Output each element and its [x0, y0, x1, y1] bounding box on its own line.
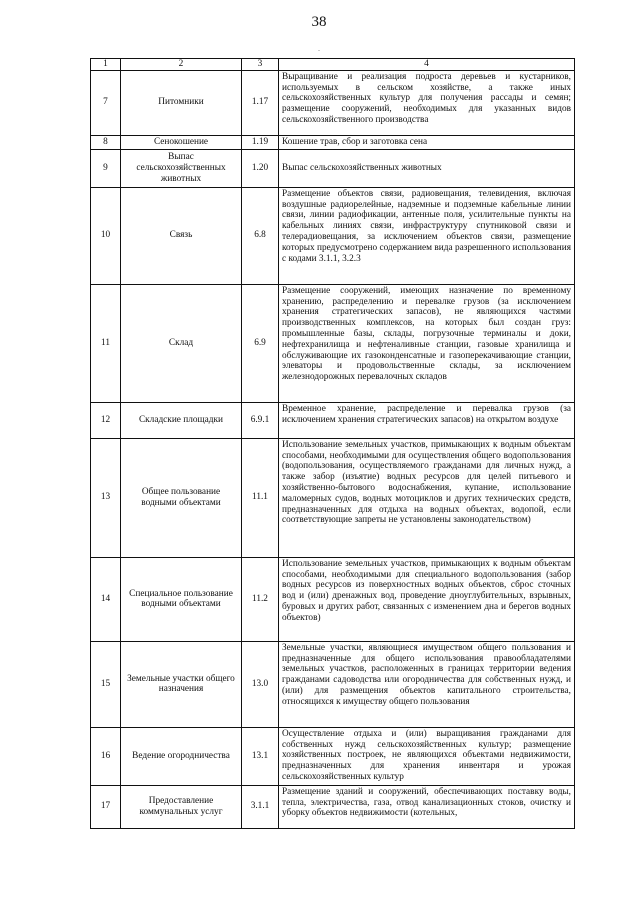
- table-row: [91, 187, 575, 284]
- page-mark: -: [318, 48, 320, 54]
- row-number: 13: [91, 438, 121, 557]
- table-row: [91, 402, 575, 438]
- column-header: 3: [242, 59, 279, 71]
- use-type-code: 6.9.1: [242, 402, 279, 438]
- table-row: [91, 149, 575, 187]
- column-header: 1: [91, 59, 121, 71]
- row-number: 15: [91, 641, 121, 727]
- row-number: 10: [91, 187, 121, 284]
- row-number: 7: [91, 70, 121, 135]
- use-type-name: Земельные участки общего назначения: [121, 641, 242, 727]
- table-row: [91, 727, 575, 785]
- use-type-description: Выращивание и реализация подроста деревьев и кустарников, используемых в сельском хозяйстве, а также иных сельскохозяйственных культур для получения рассады и семян; размещение сооружений, необходимых для указанных видов сельскохозяйственного производства: [279, 70, 575, 135]
- row-number: 9: [91, 149, 121, 187]
- use-type-code: 13.0: [242, 641, 279, 727]
- use-type-description: Кошение трав, сбор и заготовка сена: [279, 135, 575, 149]
- table-row: [91, 557, 575, 641]
- row-number: 16: [91, 727, 121, 785]
- table-row: [91, 641, 575, 727]
- use-type-name: Предоставление коммунальных услуг: [121, 785, 242, 828]
- use-type-description: Размещение сооружений, имеющих назначение по временному хранению, распределению и перевалке грузов (за исключением хранения стратегических запасов), не являющихся частями производственных комплексов, на которых был создан груз: промышленные базы, склады, погрузочные терминалы и доки, нефтехранилища и нефтеналивные станции, газовые хранилища и обслуживающие их газоконденсатные и газоперекачивающие станции, элеваторы и продовольственные склады, за исключением железнодорожных перевалочных складов: [279, 284, 575, 402]
- table-row: [91, 284, 575, 402]
- row-number: 14: [91, 557, 121, 641]
- use-type-description: Выпас сельскохозяйственных животных: [279, 149, 575, 187]
- use-type-code: 6.9: [242, 284, 279, 402]
- table-row: [91, 70, 575, 135]
- use-type-code: 13.1: [242, 727, 279, 785]
- use-type-name: Выпас сельскохозяйственных животных: [121, 149, 242, 187]
- use-type-description: Временное хранение, распределение и перевалка грузов (за исключением хранения стратегических запасов) на открытом воздухе: [279, 402, 575, 438]
- use-type-name: Питомники: [121, 70, 242, 135]
- use-type-description: Осуществление отдыха и (или) выращивания гражданами для собственных нужд сельскохозяйственных культур; размещение хозяйственных построек, не являющихся объектами недвижимости, предназначенных для хранения инвентаря и урожая сельскохозяйственных культур: [279, 727, 575, 785]
- use-type-name: Специальное пользование водными объектами: [121, 557, 242, 641]
- table-header-row: [91, 59, 575, 71]
- use-type-code: 1.20: [242, 149, 279, 187]
- use-type-description: Размещение объектов связи, радиовещания, телевидения, включая воздушные радиорелейные, надземные и подземные кабельные линии связи, линии радиофикации, антенные поля, усилительные пункты на кабельных линиях связи, инфраструктуру спутниковой связи и телерадиовещания, за исключением объектов связи, размещение которых предусмотрено содержанием вида разрешенного использования с кодами 3.1.1, 3.2.3: [279, 187, 575, 284]
- use-type-name: Склад: [121, 284, 242, 402]
- row-number: 11: [91, 284, 121, 402]
- use-type-description: Размещение зданий и сооружений, обеспечивающих поставку воды, тепла, электричества, газа, отвод канализационных стоков, очистку и уборку объектов недвижимости (котельных,: [279, 785, 575, 828]
- use-type-description: Использование земельных участков, примыкающих к водным объектам способами, необходимыми для специального водопользования (забор водных ресурсов из поверхностных водных объектов, сброс сточных вод и (или) дренажных вод, проведение дноуглубительных, взрывных, буровых и других работ, связанных с изменением дна и берегов водных объектов): [279, 557, 575, 641]
- row-number: 17: [91, 785, 121, 828]
- column-header: 4: [279, 59, 575, 71]
- column-header: 2: [121, 59, 242, 71]
- land-use-table: [90, 58, 575, 829]
- use-type-name: Связь: [121, 187, 242, 284]
- use-type-code: 6.8: [242, 187, 279, 284]
- table-row: [91, 135, 575, 149]
- use-type-name: Ведение огородничества: [121, 727, 242, 785]
- table-row: [91, 785, 575, 828]
- use-type-code: 11.1: [242, 438, 279, 557]
- use-type-code: 1.19: [242, 135, 279, 149]
- use-type-description: Земельные участки, являющиеся имуществом общего пользования и предназначенные для общего использования правообладателями земельных участков, расположенных в границах территории ведения гражданами садоводства или огородничества для собственных нужд, и (или) для размещения объектов капитального строительства, относящихся к имуществу общего пользования: [279, 641, 575, 727]
- row-number: 12: [91, 402, 121, 438]
- use-type-code: 1.17: [242, 70, 279, 135]
- use-type-name: Общее пользование водными объектами: [121, 438, 242, 557]
- page-number: 38: [311, 14, 327, 30]
- use-type-name: Складские площадки: [121, 402, 242, 438]
- use-type-code: 11.2: [242, 557, 279, 641]
- table-row: [91, 438, 575, 557]
- use-type-code: 3.1.1: [242, 785, 279, 828]
- row-number: 8: [91, 135, 121, 149]
- use-type-name: Сенокошение: [121, 135, 242, 149]
- use-type-description: Использование земельных участков, примыкающих к водным объектам способами, необходимыми для осуществления общего водопользования (водопользования, осуществляемого гражданами для личных нужд, а также забор (изъятие) водных ресурсов для целей питьевого и хозяйственно-бытового водоснабжения, купание, использование маломерных судов, водных мотоциклов и других технических средств, предназначенных для отдыха на водных объектах, водопой, если соответствующие запреты не установлены законодательством): [279, 438, 575, 557]
